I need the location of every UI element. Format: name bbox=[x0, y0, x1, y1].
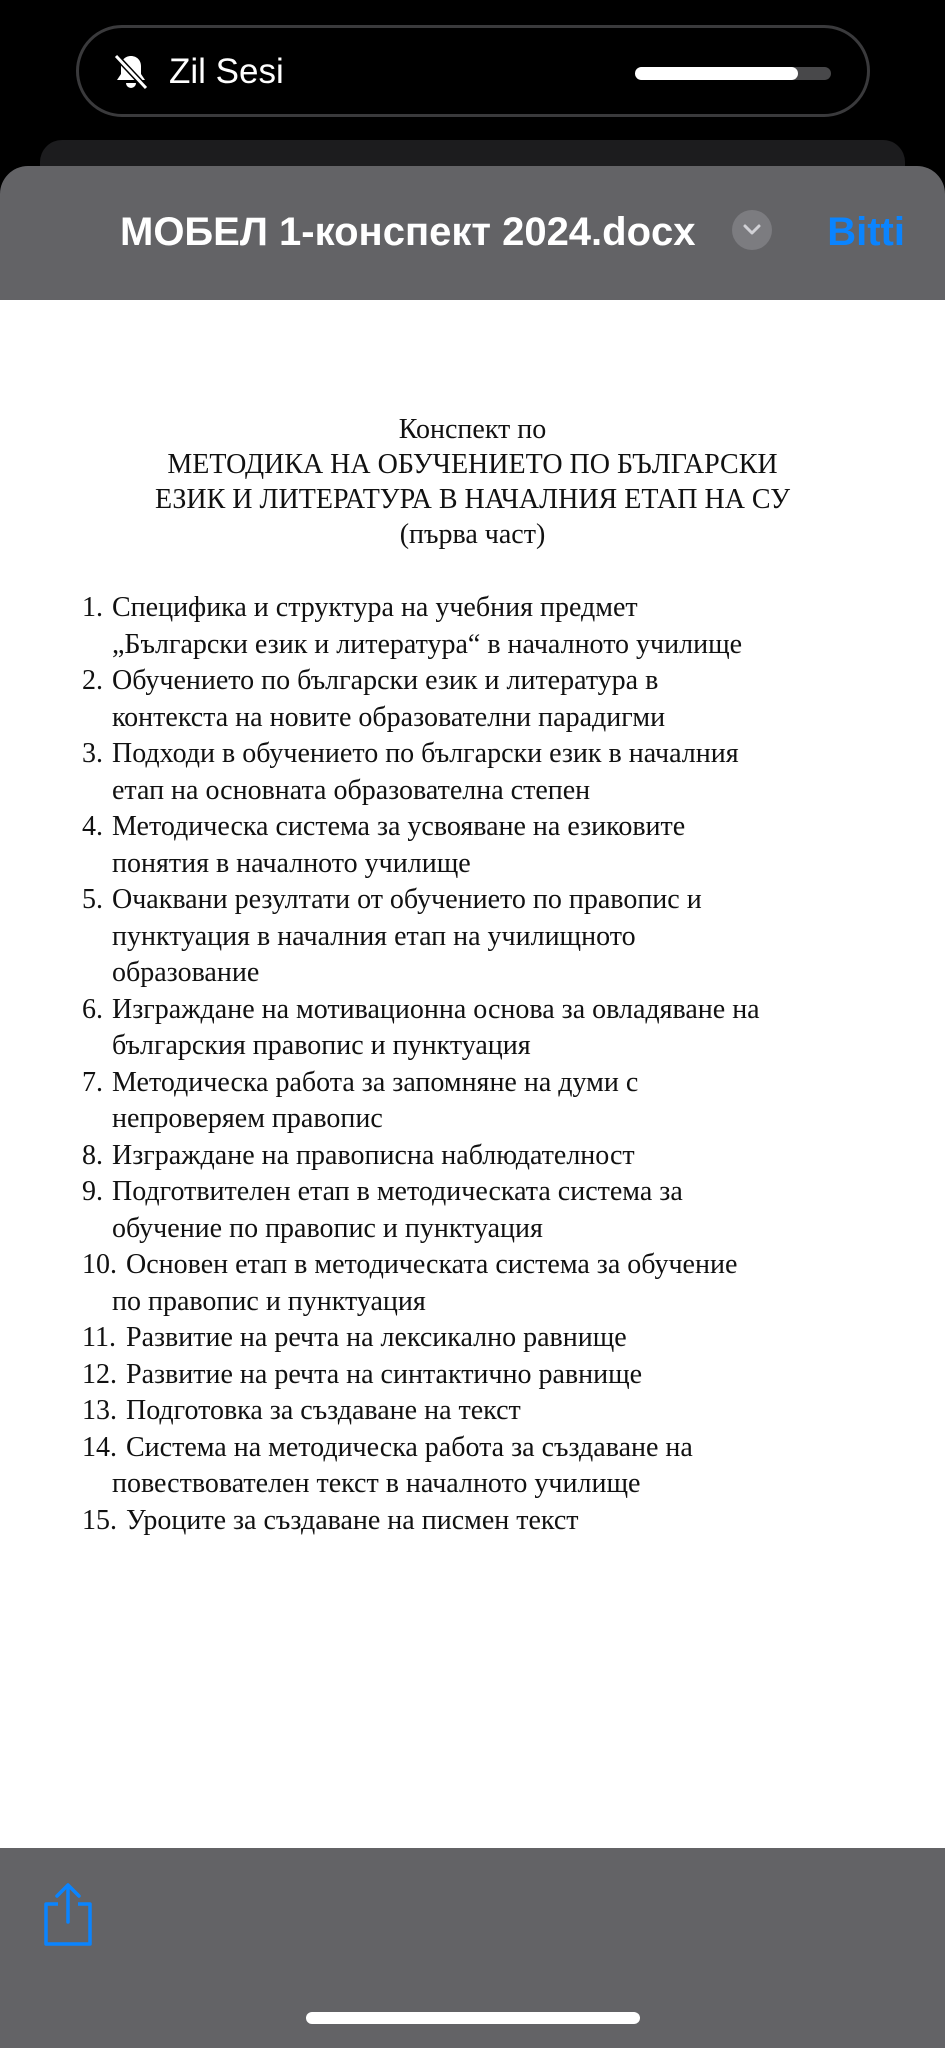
list-item-text: повествователен текст в началното училище bbox=[112, 1468, 641, 1499]
list-item-text: контекста на новите образователни парадигми bbox=[112, 701, 666, 733]
list-item-text: Специфика и структура на учебния предмет bbox=[112, 592, 638, 623]
list-item-text: Изграждане на правописна наблюдателност bbox=[112, 1139, 635, 1171]
list-item-text: българския правопис и пунктуация bbox=[112, 1030, 531, 1061]
list-item-text: по правопис и пунктуация bbox=[112, 1285, 426, 1317]
list-item-number: 4. bbox=[82, 811, 103, 842]
document-page[interactable] bbox=[0, 300, 945, 1848]
list-item-text: Методическа система за усвояване на езиковите bbox=[112, 811, 686, 842]
heading-line: МЕТОДИКА НА ОБУЧЕНИЕТО ПО БЪЛГАРСКИ bbox=[167, 449, 778, 480]
list-item-number: 8. bbox=[82, 1139, 103, 1171]
list-item-number: 11. bbox=[82, 1322, 116, 1353]
list-item-number: 6. bbox=[82, 993, 103, 1025]
done-button[interactable]: Bitti bbox=[827, 206, 905, 258]
volume-slider bbox=[635, 67, 831, 80]
share-button[interactable] bbox=[40, 1880, 96, 1950]
list-item-text: пунктуация в началния етап на училищното bbox=[112, 920, 636, 952]
document-heading bbox=[0, 412, 945, 552]
list-item bbox=[82, 1430, 882, 1503]
list-item bbox=[82, 590, 882, 663]
list-item-text: Подготвителен етап в методическата система за bbox=[112, 1176, 683, 1207]
heading-line: (първа част) bbox=[399, 519, 546, 550]
list-item-text: обучение по правопис и пунктуация bbox=[112, 1212, 543, 1244]
list-item bbox=[82, 1357, 882, 1394]
list-item bbox=[82, 1393, 882, 1430]
bell-slash-icon bbox=[109, 50, 153, 94]
list-item-text: етап на основната образователна степен bbox=[112, 774, 591, 806]
list-item-text: понятия в началното училище bbox=[112, 847, 471, 879]
list-item-text: образование bbox=[112, 957, 260, 988]
list-item-text: Развитие на речта на лексикално равнище bbox=[126, 1322, 627, 1353]
list-item-number: 12. bbox=[82, 1358, 117, 1390]
list-item-number: 10. bbox=[82, 1249, 117, 1280]
topic-list bbox=[82, 590, 882, 1539]
list-item bbox=[82, 1247, 882, 1320]
list-item bbox=[82, 1320, 882, 1357]
document-title[interactable]: МОБЕЛ 1-конспект 2024.docx bbox=[120, 210, 696, 254]
list-item-text: Обучението по български език и литература в bbox=[112, 665, 659, 696]
volume-level-fill bbox=[635, 67, 798, 80]
bottom-toolbar bbox=[0, 1848, 945, 2048]
list-item bbox=[82, 1138, 882, 1175]
list-item-text: Подходи в обучението по български език в началния bbox=[112, 738, 739, 769]
title-menu-button[interactable] bbox=[732, 210, 772, 250]
silent-mode-indicator bbox=[76, 25, 870, 117]
chevron-down-icon bbox=[742, 222, 762, 238]
list-item-text: Уроците за създаване на писмен текст bbox=[126, 1504, 579, 1536]
list-item-number: 2. bbox=[82, 665, 103, 696]
list-item-number: 14. bbox=[82, 1431, 117, 1463]
heading-line: Конспект по bbox=[398, 414, 547, 445]
list-item-text: Изграждане на мотивационна основа за овладяване на bbox=[112, 993, 760, 1025]
list-item bbox=[82, 736, 882, 809]
list-item bbox=[82, 882, 882, 992]
share-icon bbox=[40, 1880, 96, 1950]
list-item bbox=[82, 1174, 882, 1247]
list-item-text: „Български език и литература“ в началното училище bbox=[112, 628, 743, 660]
list-item-text: Очаквани резултати от обучението по правопис и bbox=[112, 884, 702, 915]
list-item-text: Система на методическа работа за създаване на bbox=[126, 1431, 693, 1463]
list-item-number: 5. bbox=[82, 884, 103, 915]
list-item bbox=[82, 1503, 882, 1540]
list-item-number: 9. bbox=[82, 1176, 103, 1207]
list-item-text: Основен етап в методическата система за обучение bbox=[126, 1249, 738, 1280]
list-item bbox=[82, 663, 882, 736]
list-item bbox=[82, 992, 882, 1065]
list-item bbox=[82, 809, 882, 882]
list-item-number: 15. bbox=[82, 1504, 117, 1536]
list-item-text: Развитие на речта на синтактично равнище bbox=[126, 1358, 643, 1390]
list-item bbox=[82, 1065, 882, 1138]
list-item-number: 13. bbox=[82, 1395, 117, 1426]
document-header bbox=[0, 166, 945, 300]
list-item-text: непроверяем правопис bbox=[112, 1103, 383, 1134]
list-item-number: 7. bbox=[82, 1066, 103, 1098]
silent-mode-label: Zil Sesi bbox=[169, 52, 284, 91]
list-item-number: 3. bbox=[82, 738, 103, 769]
list-item-text: Методическа работа за запомняне на думи с bbox=[112, 1066, 639, 1098]
heading-line: ЕЗИК И ЛИТЕРАТУРА В НАЧАЛНИЯ ЕТАП НА СУ bbox=[154, 484, 791, 515]
list-item-number: 1. bbox=[82, 592, 103, 623]
home-indicator[interactable] bbox=[306, 2012, 640, 2024]
list-item-text: Подготовка за създаване на текст bbox=[126, 1395, 521, 1426]
